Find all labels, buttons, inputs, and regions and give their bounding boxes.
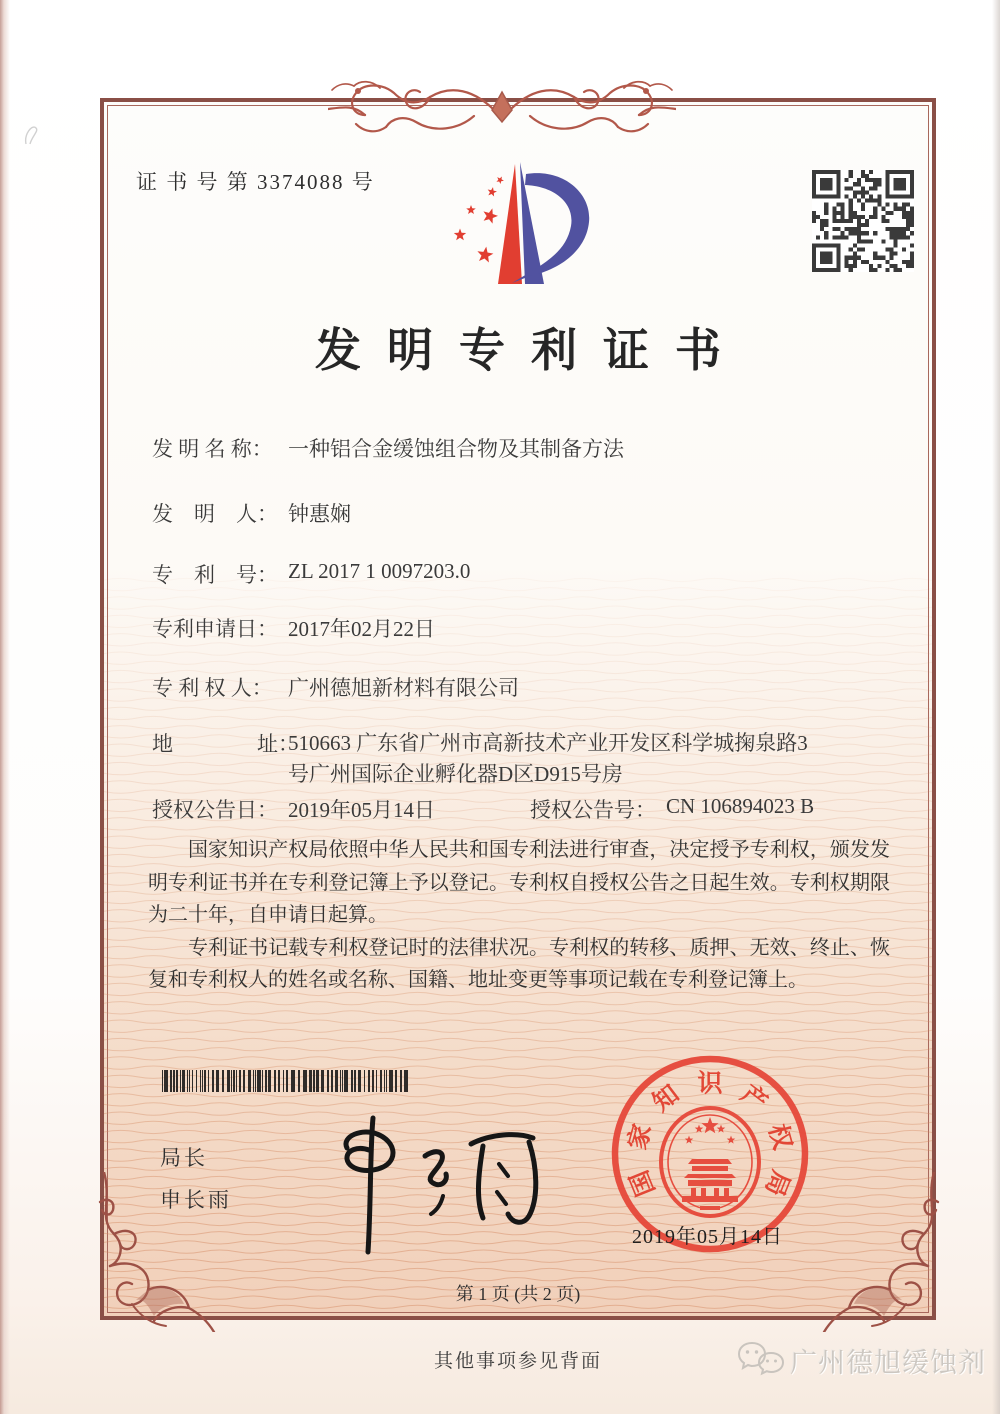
footer-note: 其他事项参见背面 (433, 1351, 602, 1372)
field-row-inventor (152, 498, 912, 528)
field-value: 2017年02月22日 (288, 617, 435, 641)
field-row-patentee (152, 672, 912, 702)
field-value: 2019年05月14日 (288, 798, 435, 822)
svg-text:识: 识 (697, 1070, 723, 1098)
address-line-1: 510663 广东省广州市高新技术产业开发区科学城掬泉路3 (288, 731, 808, 755)
field-label: 授权公告日： (152, 798, 278, 822)
ornament-center-diamond (492, 92, 512, 122)
scan-smudge (20, 120, 44, 150)
field-value: ZL 2017 1 0097203.0 (288, 559, 471, 583)
wechat-watermark (738, 1340, 986, 1380)
barcode (162, 1070, 412, 1092)
director-title: 局长 (160, 1146, 208, 1170)
svg-text:知: 知 (648, 1080, 685, 1118)
field-label: 发 明 人： (152, 502, 278, 526)
field-value: 广州德旭新材料有限公司 (288, 676, 519, 700)
field-row-address (152, 728, 912, 790)
grant-number-pair (530, 794, 814, 824)
field-value-address (288, 728, 808, 790)
wechat-icon (738, 1340, 784, 1380)
field-label: 发 明 名 称： (152, 437, 273, 461)
page-number: 第 1 页 (共 2 页) (455, 1284, 581, 1304)
logo-red-wedge (498, 164, 522, 284)
field-label: 专 利 权 人： (152, 676, 273, 700)
field-value: 钟惠娴 (288, 502, 351, 526)
field-label: 授权公告号： (530, 798, 656, 822)
dragon-ornament (328, 58, 676, 158)
field-label: 地 址： (152, 732, 299, 756)
field-label: 专 利 号： (152, 563, 278, 587)
qr-code (812, 170, 914, 272)
corner-flourish-right (822, 1172, 946, 1332)
svg-text:局: 局 (759, 1166, 795, 1200)
cnipa-logo (440, 160, 600, 304)
director-signature (305, 1104, 545, 1269)
svg-text:产: 产 (735, 1080, 772, 1118)
director-name: 申长雨 (160, 1188, 232, 1212)
watermark-text: 广州德旭缓蚀剂 (790, 1347, 986, 1378)
field-row-grant (152, 794, 912, 824)
field-label: 专利申请日： (152, 617, 278, 641)
body-paragraph-1: 国家知识产权局依照中华人民共和国专利法进行审查，决定授予专利权，颁发发明专利证书并在专利登记簿上予以登记。专利权自授权公告之日起生效。专利权期限为二十年，自申请日起算。 (148, 839, 890, 926)
logo-stars (454, 176, 504, 262)
legal-body-text (148, 834, 890, 997)
scan-edge-right (992, 0, 1000, 1414)
seal-date: 2019年05月14日 (632, 1226, 783, 1248)
certificate-number: 证 书 号 第 3374088 号 (136, 170, 375, 194)
body-paragraph-2: 专利证书记载专利权登记时的法律状况。专利权的转移、质押、无效、终止、恢复和专利权人的姓名或名称、国籍、地址变更等事项记载在专利登记簿上。 (148, 936, 890, 991)
field-row-invention-name (152, 433, 912, 463)
address-line-2: 号广州国际企业孵化器D区D915号房 (288, 762, 623, 786)
field-value: 一种铝合金缓蚀组合物及其制备方法 (288, 437, 624, 461)
svg-text:国: 国 (625, 1166, 661, 1200)
field-row-filing-date (152, 613, 912, 643)
seal-emblem (661, 1108, 759, 1216)
scan-edge-left (0, 0, 10, 1414)
svg-text:家: 家 (624, 1121, 657, 1153)
svg-text:权: 权 (763, 1121, 796, 1153)
certificate-title: 发明专利证书 (315, 325, 747, 376)
field-value: CN 106894023 B (666, 794, 815, 818)
field-row-patent-number (152, 559, 912, 589)
